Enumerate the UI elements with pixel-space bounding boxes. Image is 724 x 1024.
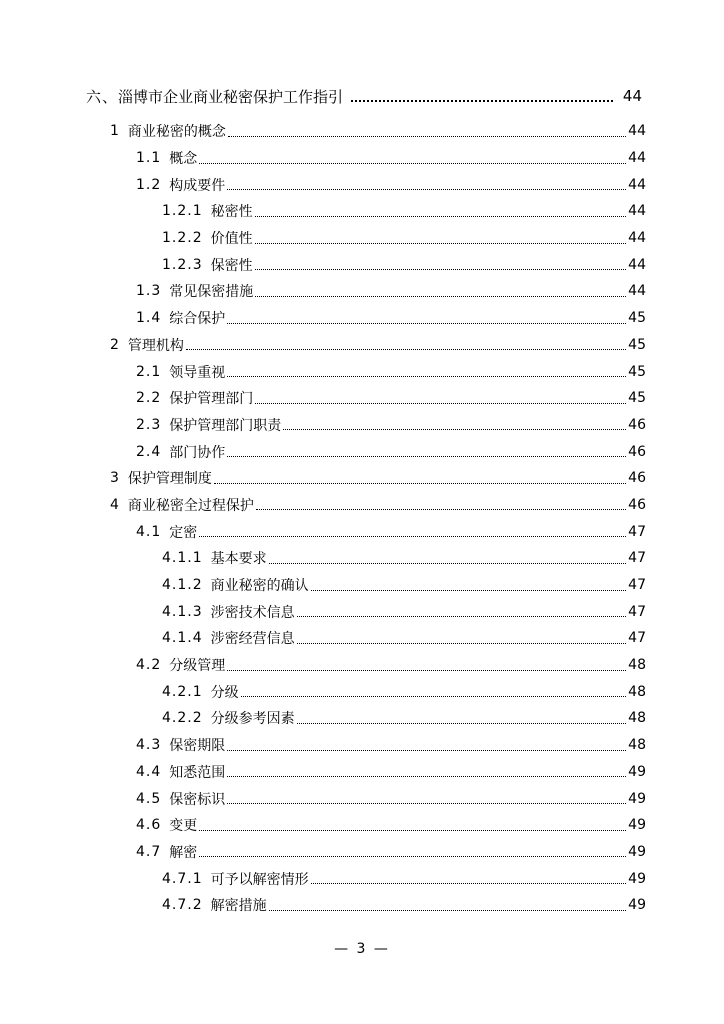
toc-entry[interactable]	[86, 732, 646, 759]
toc-entry-page-number: 44	[628, 123, 646, 140]
toc-entry-title: 解密措施	[210, 898, 267, 915]
dot-leader	[199, 522, 626, 537]
dot-leader	[227, 309, 626, 324]
toc-entry[interactable]	[86, 251, 646, 278]
toc-entry-page-number: 45	[628, 336, 646, 353]
toc-entry-page-number: 48	[628, 657, 646, 674]
toc-entry-number: 1.2	[136, 176, 162, 193]
toc-entry-number: 4.7.2	[162, 897, 203, 914]
toc-entry-title: 淄博市企业商业秘密保护工作指引	[118, 87, 344, 106]
toc-entry[interactable]	[86, 332, 646, 359]
toc-entry-page-number: 45	[628, 310, 646, 327]
toc-entry-page-number: 49	[628, 763, 646, 780]
toc-entry-title: 保护管理部门职责	[169, 417, 282, 434]
toc-entry-title: 涉密经营信息	[210, 631, 295, 648]
toc-entry-number: 2.2	[136, 390, 162, 407]
toc-entry-title: 商业秘密全过程保护	[127, 497, 254, 514]
toc-entry-page-number: 47	[628, 603, 646, 620]
toc-entry-title: 保密期限	[169, 738, 226, 755]
dot-leader	[228, 122, 626, 137]
dot-leader	[297, 709, 626, 724]
toc-entry[interactable]	[86, 278, 646, 305]
toc-entry-page-number: 49	[628, 817, 646, 834]
toc-entry-number: 4.1.3	[162, 603, 203, 620]
toc-entry[interactable]	[86, 145, 646, 172]
toc-entry-title: 构成要件	[169, 177, 226, 194]
toc-entry-number: 4.2.2	[162, 710, 203, 727]
toc-entry-number: 1.2.2	[162, 230, 203, 247]
toc-entry-number: 1.4	[136, 310, 162, 327]
toc-entry[interactable]	[86, 518, 646, 545]
toc-entry[interactable]	[86, 625, 646, 652]
toc-entry-title: 涉密技术信息	[210, 604, 295, 621]
toc-entry[interactable]	[86, 865, 646, 892]
dot-leader	[227, 789, 626, 804]
toc-entry-number: 1	[110, 123, 120, 140]
toc-entry[interactable]	[86, 492, 646, 519]
toc-entry-title: 分级	[210, 684, 239, 701]
toc-entry[interactable]	[86, 438, 646, 465]
toc-entry[interactable]	[86, 465, 646, 492]
dot-leader	[269, 896, 626, 911]
toc-entry-title: 知悉范围	[169, 764, 226, 781]
toc-entry-number: 1.2.3	[162, 256, 203, 273]
toc-entry-page-number: 44	[628, 283, 646, 300]
dot-leader	[283, 415, 626, 430]
toc-entry-title: 变更	[169, 818, 198, 835]
toc-entry-title: 商业秘密的概念	[127, 124, 226, 141]
toc-entry-page-number: 47	[628, 550, 646, 567]
toc-entry-title: 保密标识	[169, 791, 226, 808]
dot-leader	[186, 335, 626, 350]
toc-entry[interactable]	[86, 198, 646, 225]
toc-entry-page-number: 44	[628, 176, 646, 193]
toc-entry[interactable]	[86, 171, 646, 198]
toc-entry-number: 1.1	[136, 150, 162, 167]
dot-leader	[255, 202, 626, 217]
toc-entry-page-number: 49	[628, 870, 646, 887]
toc-entry-title: 保密性	[210, 257, 253, 274]
toc-entry-number: 2.1	[136, 363, 162, 380]
dot-leader	[255, 282, 626, 297]
toc-entry[interactable]	[86, 705, 646, 732]
toc-entry-number: 4.2	[136, 657, 162, 674]
toc-entry[interactable]	[86, 785, 646, 812]
toc-entry-title: 基本要求	[210, 551, 267, 568]
toc-entry-page-number: 46	[628, 416, 646, 433]
toc-entry-number: 2.3	[136, 416, 162, 433]
toc-entry-title: 秘密性	[210, 204, 253, 221]
toc-entry[interactable]	[86, 358, 646, 385]
toc-entry-page-number: 49	[628, 790, 646, 807]
toc-entry-page-number: 46	[628, 470, 646, 487]
toc-entry-number: 4.1.1	[162, 550, 203, 567]
toc-entry[interactable]	[86, 652, 646, 679]
toc-entry-page-number: 44	[628, 150, 646, 167]
toc-entry-title: 管理机构	[127, 337, 184, 354]
toc-entry-page-number: 44	[628, 203, 646, 220]
toc-entry-number: 2	[110, 336, 120, 353]
dot-leader	[351, 86, 613, 102]
toc-entry-number: 4.6	[136, 817, 162, 834]
toc-entry-number: 2.4	[136, 443, 162, 460]
toc-entry[interactable]	[86, 118, 646, 145]
toc-entry-number: 六、	[86, 87, 119, 106]
toc-entry-number: 4.3	[136, 737, 162, 754]
toc-entry-number: 4.7	[136, 843, 162, 860]
toc-entry-number: 4.7.1	[162, 870, 203, 887]
toc-entry[interactable]	[86, 812, 646, 839]
dot-leader	[227, 656, 626, 671]
toc-entry[interactable]	[86, 839, 646, 866]
toc-entry-page-number: 48	[628, 683, 646, 700]
toc-entry-number: 1.3	[136, 283, 162, 300]
toc-entry-page-number: 46	[628, 443, 646, 460]
toc-entry[interactable]	[86, 305, 646, 332]
toc-entry-title: 定密	[169, 524, 198, 541]
dot-leader	[311, 869, 626, 884]
toc-entry-page-number: 47	[628, 630, 646, 647]
toc-entry-title: 综合保护	[169, 311, 226, 328]
toc-entry-page-number: 49	[628, 897, 646, 914]
dot-leader	[227, 362, 626, 377]
toc-entry-number: 4.1	[136, 523, 162, 540]
table-of-contents	[86, 84, 646, 919]
toc-entry-title: 商业秘密的确认	[210, 578, 309, 595]
toc-entry-number: 4.1.2	[162, 577, 203, 594]
dot-leader	[227, 442, 626, 457]
toc-entry-page-number: 47	[628, 523, 646, 540]
toc-entry[interactable]	[86, 412, 646, 439]
toc-entry-page-number: 47	[628, 577, 646, 594]
toc-entry-title: 领导重视	[169, 364, 226, 381]
dot-leader	[241, 682, 626, 697]
dot-leader	[227, 736, 626, 751]
toc-entry-title: 常见保密措施	[169, 284, 254, 301]
toc-entry-page-number: 45	[628, 363, 646, 380]
dot-leader	[255, 389, 626, 404]
dot-leader	[256, 495, 626, 510]
dot-leader	[297, 629, 626, 644]
toc-entry[interactable]	[86, 759, 646, 786]
toc-entry-page-number: 44	[628, 256, 646, 273]
toc-entry-page-number: 48	[628, 737, 646, 754]
toc-entry-title: 保护管理制度	[127, 471, 212, 488]
toc-entry-page-number: 44	[628, 230, 646, 247]
toc-entry-title: 分级参考因素	[210, 711, 295, 728]
toc-entry[interactable]	[86, 385, 646, 412]
toc-entry-title: 部门协作	[169, 444, 226, 461]
toc-entry[interactable]	[86, 598, 646, 625]
dot-leader	[255, 229, 626, 244]
toc-entry-number: 3	[110, 470, 120, 487]
toc-entry[interactable]	[86, 892, 646, 919]
toc-entry[interactable]	[86, 678, 646, 705]
toc-entry-number: 4.2.1	[162, 683, 203, 700]
toc-entry-number: 4.5	[136, 790, 162, 807]
dot-leader	[199, 149, 626, 164]
page-number-footer: — 3 —	[334, 941, 390, 957]
toc-entry-page-number: 44	[622, 87, 642, 105]
dot-leader	[297, 602, 626, 617]
toc-entry-title: 概念	[169, 151, 198, 168]
toc-entry-page-number: 45	[628, 390, 646, 407]
toc-entry-title: 价值性	[210, 231, 253, 248]
dot-leader	[227, 175, 626, 190]
toc-entry-title: 分级管理	[169, 658, 226, 675]
toc-entry[interactable]	[86, 84, 646, 108]
dot-leader	[214, 469, 626, 484]
toc-entry[interactable]	[86, 225, 646, 252]
toc-entry-number: 4	[110, 496, 120, 513]
toc-entry-page-number: 49	[628, 843, 646, 860]
toc-entry-title: 可予以解密情形	[210, 871, 309, 888]
toc-entry-page-number: 46	[628, 496, 646, 513]
dot-leader	[311, 576, 626, 591]
toc-entry-number: 1.2.1	[162, 203, 203, 220]
dot-leader	[227, 762, 626, 777]
toc-entry-title: 解密	[169, 844, 198, 861]
dot-leader	[199, 816, 626, 831]
dot-leader	[199, 842, 626, 857]
toc-entry-number: 4.1.4	[162, 630, 203, 647]
toc-entry[interactable]	[86, 545, 646, 572]
toc-entry[interactable]	[86, 572, 646, 599]
dot-leader	[269, 549, 626, 564]
dot-leader	[255, 255, 626, 270]
toc-entry-number: 4.4	[136, 763, 162, 780]
toc-entry-title: 保护管理部门	[169, 391, 254, 408]
toc-entry-page-number: 48	[628, 710, 646, 727]
